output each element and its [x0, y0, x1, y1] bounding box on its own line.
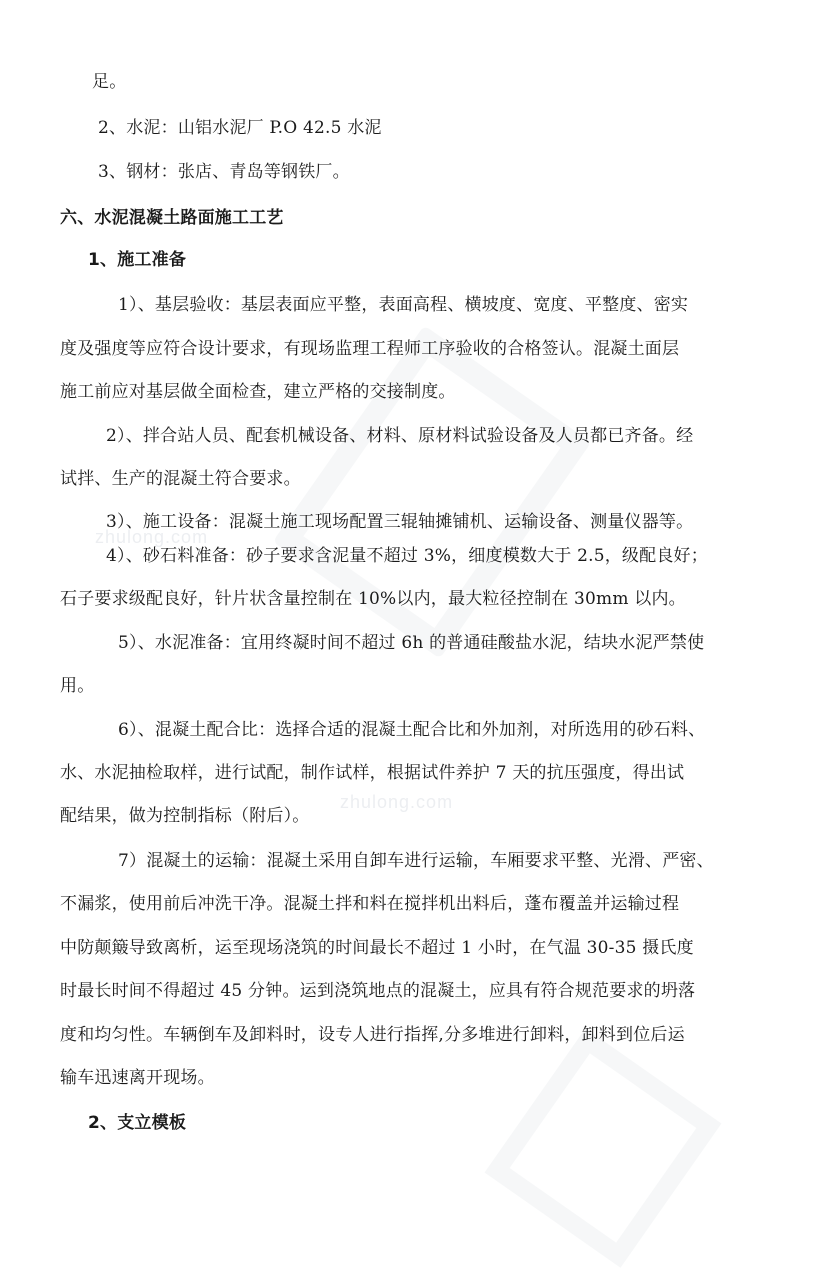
paragraph-line: 度及强度等应符合设计要求，有现场监理工程师工序验收的合格签认。混凝土面层 [60, 339, 680, 359]
watermark-logo-bottom [485, 1028, 722, 1267]
paragraph-line: 用。 [60, 676, 95, 696]
paragraph-line: 度和均匀性。车辆倒车及卸料时，设专人进行指挥,分多堆进行卸料，卸料到位后运 [60, 1025, 685, 1045]
paragraph-line: 6）、混凝土配合比：选择合适的混凝土配合比和外加剂，对所选用的砂石料、 [118, 720, 706, 740]
paragraph-line: 5）、水泥准备：宜用终凝时间不超过 6h 的普通硅酸盐水泥，结块水泥严禁使 [118, 633, 705, 653]
paragraph-line: 施工前应对基层做全面检查，建立严格的交接制度。 [60, 382, 456, 402]
paragraph-line: 配结果，做为控制指标（附后）。 [60, 806, 310, 826]
paragraph-line: 中防颠簸导致离析，运至现场浇筑的时间最长不超过 1 小时，在气温 30-35 摄氏度 [60, 938, 694, 958]
paragraph-line: 3、钢材：张店、青岛等钢铁厂。 [98, 162, 350, 182]
paragraph-line: 1）、基层验收：基层表面应平整，表面高程、横坡度、宽度、平整度、密实 [118, 295, 689, 315]
paragraph-line: 2）、拌合站人员、配套机械设备、材料、原材料试验设备及人员都已齐备。经 [106, 426, 694, 446]
paragraph-line: 3）、施工设备：混凝土施工现场配置三辊轴摊铺机、运输设备、测量仪器等。 [106, 512, 694, 532]
paragraph-line: 输车迅速离开现场。 [60, 1068, 215, 1088]
section-heading: 2、支立模板 [88, 1113, 187, 1133]
paragraph-line: 不漏浆，使用前后冲洗干净。混凝土拌和料在搅拌机出料后，蓬布覆盖并运输过程 [60, 894, 680, 914]
section-heading: 1、施工准备 [88, 250, 187, 270]
paragraph-line: 水、水泥抽检取样，进行试配，制作试样，根据试件养护 7 天的抗压强度，得出试 [60, 763, 685, 783]
paragraph-line: 试拌、生产的混凝土符合要求。 [60, 469, 301, 489]
paragraph-line: 时最长时间不得超过 45 分钟。运到浇筑地点的混凝土，应具有符合规范要求的坍落 [60, 981, 696, 1001]
paragraph-line: 石子要求级配良好，针片状含量控制在 10%以内，最大粒径控制在 30mm 以内。 [60, 589, 686, 609]
section-heading: 六、水泥混凝土路面施工工艺 [60, 208, 284, 228]
paragraph-line: 2、水泥：山铝水泥厂 P.O 42.5 水泥 [98, 118, 382, 138]
paragraph-line: 4）、砂石料准备：砂子要求含泥量不超过 3%，细度模数大于 2.5，级配良好； [106, 546, 708, 566]
watermark-text: zhulong.com [95, 527, 209, 547]
paragraph-line: 7）混凝土的运输：混凝土采用自卸车进行运输，车厢要求平整、光滑、严密、 [118, 851, 714, 871]
watermark-text-2: zhulong.com [340, 792, 454, 812]
paragraph-line: 足。 [92, 72, 127, 92]
